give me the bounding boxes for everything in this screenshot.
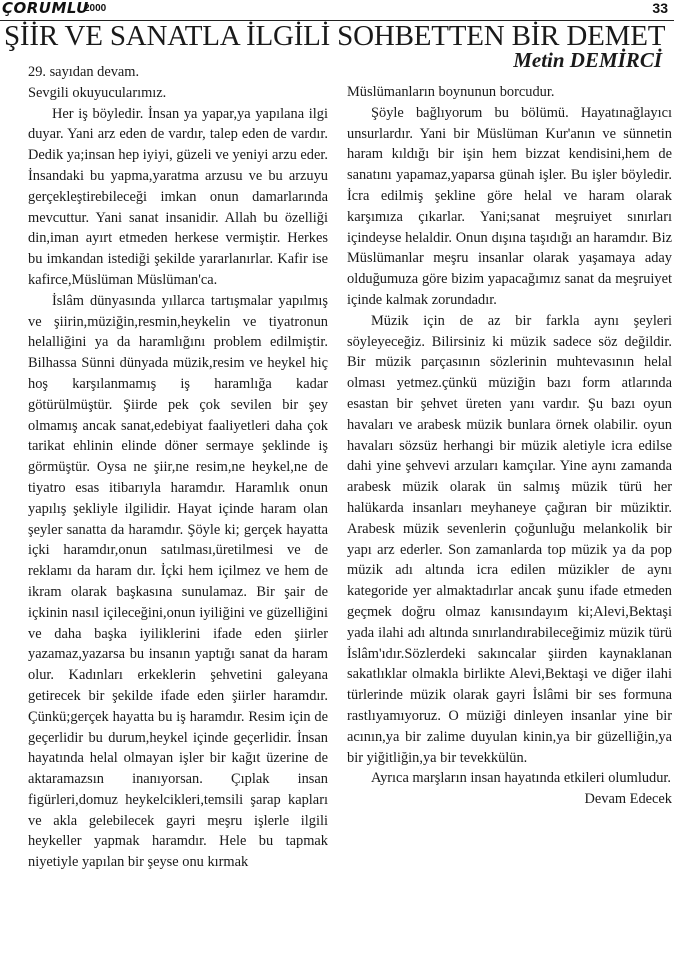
right-column [347,82,672,810]
paragraph: Ayrıca marşların insan hayatında etkileri olumludur. [371,770,671,787]
paragraph: Müzik için de az bir farkla aynı şeyleri söyleyeceğiz. Bilirsiniz ki müzik sadece söz değildir. Bir müzik parçasının sözlerinin muhtevasının helal olması yetmez.çünkü müziğin bazı form atlarında esastan bir şehvet üreten yanı vardır. Şu bazı oyun havaları ve arabesk müzik bunlara örnek olabilir. oyun havaları sözsüz herhangi bir müzik aletiyle icra edilse dahi yine şehvevi arzuları kamçılar. Yine aynı zamanda arabesk müzik olarak ün salmış müzik türü her halükarda insanları meyhaneye çağıran bir müziktir. Arabesk müzik sevenlerin çoğunluğu melankolik bir yapı arz ederler. Son zamanlarda top müzik ya da pop müzik adı altında icra edilen müzikler de aynı kategoride yer almaktadırlar ancak şunu ifade etmeden geçmek doğru olmaz kanısındayım ki;Alevi,Bektaşi yada ilahi adı altında sınırlandırabileceğimiz müzik türü İslâm'ıdır.Sözlerdeki sakıncalar şiirden kaynaklanan sakatlıklar olmakla birlikte Alevi,Bektaşi ve diğer ilahi türlerinde müzik olarak gayri İslâmi bir ses formuna rastlıyamıyoruz. O müziği dinleyen insanlar yine bir acının,ya bir zalime duyulan kinin,ya bir güzelliğin,ya bir yiğitliğin,ya bir tevekkülün. [347,312,672,766]
greeting: Sevgili okuyucularımız. [28,84,167,101]
paragraph: Şöyle bağlıyorum bu bölümü. Hayatınağlayıcı unsurlardır. Yani bir Müslüman Kur'anın ve sünnetin haram kıldığı bir işin hem bizzat kendisini,hem de sanatını yapamaz,yaparsa günah işler. Bu işler böyledir. İcra edilmiş şekline göre helal ve haram olarak karşımıza çıkarlar. Yani;sanat meşruiyet sınırları içindeyse helaldir. Onun dışına taşıdığı an haramdır. Biz Müslümanlar meşru insanlar olarak yaşamaya aday olduğumuza göre bizim yapacağımız sanat da meşruiyet içinde kalmak zorundadır. [347,104,672,308]
left-column [28,62,328,873]
page-number: 33 [652,0,668,16]
article-author: Metin DEMİRCİ [513,48,662,72]
paragraph: Her iş böyledir. İnsan ya yapar,ya yapılana ilgi duyar. Yani arz eden de vardır, talep eden de vardır. Dedik ya;insan hep iyiyi, güzeli ve yeniyi arzu eder. İnsandaki bu yapma,yaratma arzusu ve bu arzuyu gerçekleştirebileceği imkan onun damarlarında mevcuttur. Yani sanat insanidir. Allah bu özelliği din,iman ayırt etmeden herkese vermiştir. Herkes bu imkandan istediği şekilde yararlanırlar. Kafir ise kafirce,Müslüman Müslüman'ca. [28,105,328,288]
continued-note: 29. sayıdan devam. [28,64,140,80]
page-header [0,0,674,21]
paragraph: Müslümanların boynunun borcudur. [347,84,555,100]
publication-logo: ÇORUMLU [2,0,89,17]
publication-year: 2000 [84,3,107,14]
continued-footer: Devam Edecek [584,791,672,808]
article-title: ŞİİR VE SANATLA İLGİLİ SOHBETTEN BİR DEMET [4,20,666,52]
paragraph: İslâm dünyasında yıllarca tartışmalar yapılmış ve şiirin,müziğin,resmin,heykelin ve tiyatronun helalliğini ya da haramlığını problem edilmiştir. Bilhassa Sünni dünyada müzik,resim ve heykel hiç hoş karşılanmamış iş haramlığa kadar götürülmüştür. Şiirde pek çok sevilen bir şey olmamış ancak sanat,edebiyat faaliyetleri daha çok tarikat ehlinin elinde döner sermaye şeklinde iş görmüştür. Oysa ne şiir,ne resim,ne heykel,ne de tiyatro esas itibarıyla haramdır. Haramlık onun yapılış şekliyle ilgilidir. Hayat içinde haram olan şeyler sanatta da haramdır. Şöyle ki; gerçek hayatta içki haramdır,onun satılması,üretilmesi ve de reklamı da haram dır. İçki hem içilmez ve hem de ikram olarak başkasına sunulamaz. Bir şair de içkinin nasıl içileceğini,onun iyiliğini ve güzelliğini ve daha başka iyiliklerini ifade eden şiirler yazamaz,yazarsa bu insanın yaptığı sanat da haram olur. Kadınları erkeklerin şehvetini galeyana getirecek bir şekilde ifade eden şiirler haramdır. Çünkü;gerçek hayatta bu iş haramdır. Resim için de geçerlidir bu durum,heykel içinde geçerlidir. İnsan hayatında helal olmayan işler bir kağıt üzerine de aktaramazsın inanıyorsan. Çıplak insan figürleri,domuz heykelcikleri,temsili şarap kapları ve akla gelebilecek gayri meşru işlerle ilgili heykeller yapmak haramdır. Hele bu tapmak niyetiyle yapılan bir şeyse onu kırmak [28,292,328,871]
